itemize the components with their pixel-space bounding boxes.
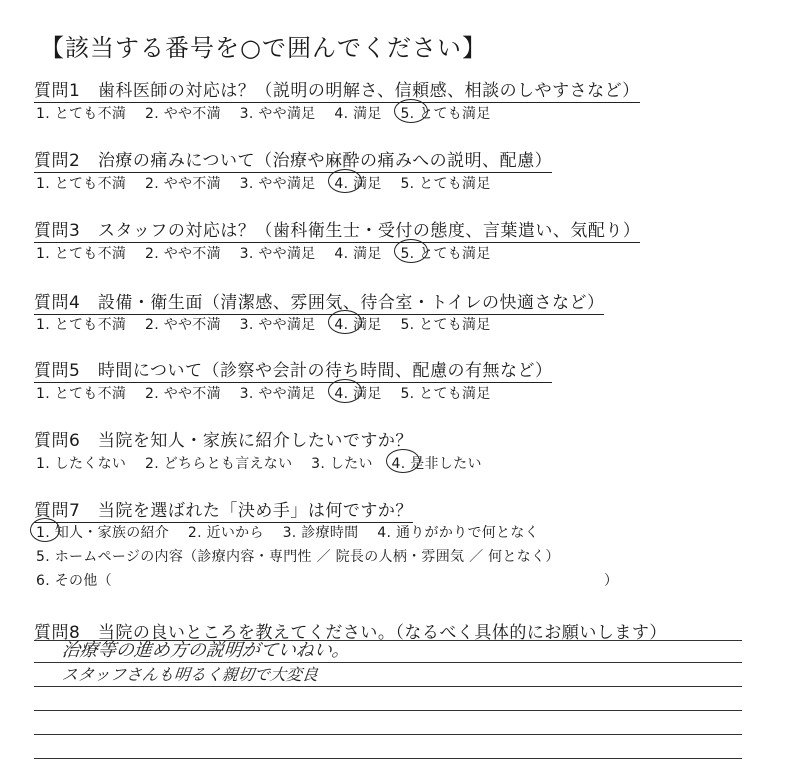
- q5-choice-5[interactable]: 5. とても満足: [400, 386, 491, 402]
- q4-choice-1[interactable]: 1. とても不満: [36, 317, 127, 333]
- q1-choice-2[interactable]: 2. やや不満: [144, 106, 221, 122]
- page-title: 【該当する番号を○で囲んでください】: [40, 34, 487, 62]
- q1-choice-4[interactable]: 4. 満足: [334, 106, 382, 122]
- answer-line: [34, 686, 742, 687]
- q5-choice-2[interactable]: 2. やや不満: [144, 386, 221, 402]
- q6-choice-2[interactable]: 2. どちらとも言えない: [144, 456, 293, 472]
- answer-line: [34, 710, 742, 711]
- q4-choice-2[interactable]: 2. やや不満: [144, 317, 221, 333]
- q4-choice-3[interactable]: 3. やや満足: [239, 317, 316, 333]
- q3-choice-4[interactable]: 4. 満足: [334, 246, 382, 262]
- q5-choice-4[interactable]: 4. 満足: [334, 383, 381, 403]
- selection-circle-mark: [386, 449, 420, 473]
- question-1-title: 質問1 歯科医師の対応は？（説明の明解さ、信頼感、相談のしやすさなど）: [34, 76, 640, 103]
- q7-choice-6-close-paren: ）: [604, 573, 618, 589]
- q5-choice-1[interactable]: 1. とても不満: [36, 386, 127, 402]
- q3-choice-2[interactable]: 2. やや不満: [144, 246, 221, 262]
- question-2-choices: [36, 173, 505, 193]
- q6-choice-4[interactable]: 4. 是非したい: [392, 453, 482, 473]
- question-1: [34, 76, 640, 103]
- q2-choice-4[interactable]: 4. 満足: [334, 173, 381, 193]
- question-7-choices-line-1: [36, 522, 553, 542]
- question-5-title: 質問5 時間について（診察や会計の待ち時間、配慮の有無など）: [34, 356, 552, 383]
- q2-choice-2[interactable]: 2. やや不満: [144, 176, 221, 192]
- question-2: [34, 146, 552, 173]
- q4-choice-5[interactable]: 5. とても満足: [400, 317, 491, 333]
- answer-line: [34, 734, 742, 735]
- q2-choice-5[interactable]: 5. とても満足: [400, 176, 491, 192]
- selection-circle-mark: [30, 518, 60, 542]
- q7-choice-3[interactable]: 3. 診療時間: [282, 525, 359, 541]
- question-8-title: 質問8 当院の良いところを教えてください。（なるべく具体的にお願いします）: [34, 623, 667, 643]
- question-7: [34, 496, 413, 523]
- q7-choice-6[interactable]: 6. その他（: [36, 573, 112, 589]
- q2-choice-1[interactable]: 1. とても不満: [36, 176, 127, 192]
- q6-choice-3[interactable]: 3. したい: [311, 456, 373, 472]
- question-4-title: 質問4 設備・衛生面（清潔感、雰囲気、待合室・トイレの快適さなど）: [34, 288, 604, 315]
- q7-choice-5[interactable]: 5. ホームページの内容（診療内容・専門性 ／ 院長の人柄・雰囲気 ／ 何となく）: [36, 549, 560, 565]
- question-3: [34, 216, 640, 243]
- q3-choice-3[interactable]: 3. やや満足: [239, 246, 316, 262]
- q6-choice-1[interactable]: 1. したくない: [36, 456, 127, 472]
- q1-choice-3[interactable]: 3. やや満足: [239, 106, 316, 122]
- question-6-title: 質問6 当院を知人・家族に紹介したいですか？: [34, 431, 413, 451]
- question-5-choices: [36, 383, 505, 403]
- question-6: [34, 426, 413, 451]
- question-3-choices: [36, 243, 505, 263]
- question-7-title: 質問7 当院を選ばれた「決め手」は何ですか？: [34, 496, 413, 523]
- answer-line: [34, 758, 742, 759]
- q2-choice-3[interactable]: 3. やや満足: [239, 176, 316, 192]
- q3-choice-1[interactable]: 1. とても不満: [36, 246, 127, 262]
- question-3-title: 質問3 スタッフの対応は？（歯科衛生士・受付の態度、言葉遣い、気配り）: [34, 216, 640, 243]
- question-6-choices: [36, 453, 496, 473]
- question-1-choices: [36, 103, 505, 123]
- q1-choice-1[interactable]: 1. とても不満: [36, 106, 127, 122]
- question-5: [34, 356, 552, 383]
- q5-choice-3[interactable]: 3. やや満足: [239, 386, 316, 402]
- q4-choice-4[interactable]: 4. 満足: [334, 314, 381, 334]
- handwritten-answer-1: 治療等の進め方の説明がていねい。: [60, 640, 351, 661]
- question-2-title: 質問2 治療の痛みについて（治療や麻酔の痛みへの説明、配慮）: [34, 146, 552, 173]
- q7-choice-1[interactable]: 1. 知人・家族の紹介: [36, 522, 169, 542]
- handwritten-answer-2: スタッフさんも明るく親切で大変良: [60, 665, 319, 684]
- q1-choice-5[interactable]: 5. とても満足: [400, 103, 490, 123]
- q7-choice-2[interactable]: 2. 近いから: [187, 525, 264, 541]
- q3-choice-5[interactable]: 5. とても満足: [400, 243, 490, 263]
- question-4-choices: [36, 314, 505, 334]
- question-4: [34, 288, 604, 315]
- q7-choice-4[interactable]: 4. 通りがかりで何となく: [377, 525, 539, 541]
